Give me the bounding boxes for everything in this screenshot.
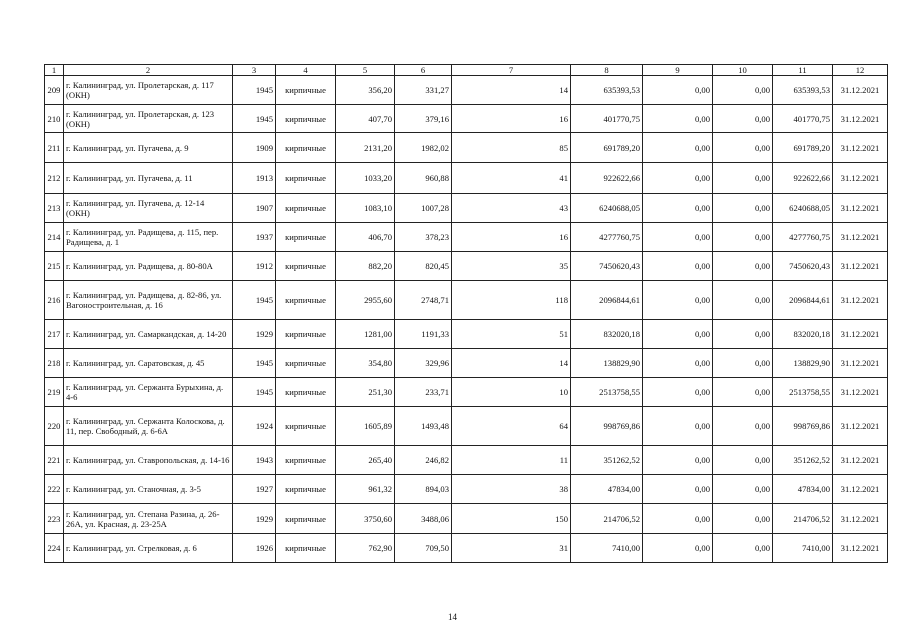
wall-material-cell: кирпичные [276, 133, 336, 163]
wall-material-cell: кирпичные [276, 76, 336, 105]
total-area-cell: 961,32 [336, 475, 395, 504]
residents-count-cell: 11 [452, 446, 571, 475]
residents-count-cell: 85 [452, 133, 571, 163]
wall-material-cell: кирпичные [276, 349, 336, 378]
zero-value-cell: 0,00 [643, 349, 713, 378]
column-number: 9 [643, 65, 713, 76]
table-row [45, 320, 888, 349]
row-number: 216 [45, 281, 64, 320]
zero-value-cell: 0,00 [643, 163, 713, 194]
row-number: 214 [45, 223, 64, 252]
zero-value-cell: 0,00 [643, 223, 713, 252]
date-cell: 31.12.2021 [833, 194, 888, 223]
year-cell: 1912 [233, 252, 276, 281]
zero-value-cell: 0,00 [643, 281, 713, 320]
date-cell: 31.12.2021 [833, 163, 888, 194]
address-cell: г. Калининград, ул. Радищева, д. 82-86, ул. Вагоностроительная, д. 16 [64, 281, 233, 320]
total-area-cell: 762,90 [336, 534, 395, 563]
zero-value-cell: 0,00 [643, 534, 713, 563]
zero-value-cell: 0,00 [643, 475, 713, 504]
date-cell: 31.12.2021 [833, 475, 888, 504]
wall-material-cell: кирпичные [276, 504, 336, 534]
table-row [45, 133, 888, 163]
row-number: 212 [45, 163, 64, 194]
wall-material-cell: кирпичные [276, 223, 336, 252]
wall-material-cell: кирпичные [276, 475, 336, 504]
living-area-cell: 709,50 [395, 534, 452, 563]
address-cell: г. Калининград, ул. Степана Разина, д. 26-26А, ул. Красная, д. 23-25А [64, 504, 233, 534]
total-cost-cell: 401770,75 [773, 105, 833, 133]
wall-material-cell: кирпичные [276, 407, 336, 446]
residents-count-cell: 35 [452, 252, 571, 281]
zero-value-cell: 0,00 [643, 76, 713, 105]
column-number: 5 [336, 65, 395, 76]
column-number: 6 [395, 65, 452, 76]
total-area-cell: 3750,60 [336, 504, 395, 534]
zero-value-cell: 0,00 [713, 349, 773, 378]
living-area-cell: 1007,28 [395, 194, 452, 223]
table-row [45, 194, 888, 223]
zero-value-cell: 0,00 [713, 407, 773, 446]
zero-value-cell: 0,00 [643, 378, 713, 407]
zero-value-cell: 0,00 [713, 76, 773, 105]
total-cost-cell: 7410,00 [773, 534, 833, 563]
address-cell: г. Калининград, ул. Пугачева, д. 11 [64, 163, 233, 194]
wall-material-cell: кирпичные [276, 446, 336, 475]
living-area-cell: 246,82 [395, 446, 452, 475]
table-row [45, 281, 888, 320]
residents-count-cell: 14 [452, 349, 571, 378]
date-cell: 31.12.2021 [833, 133, 888, 163]
cost-cell: 2096844,61 [571, 281, 643, 320]
total-cost-cell: 214706,52 [773, 504, 833, 534]
address-cell: г. Калининград, ул. Сержанта Бурыхина, д. 4-6 [64, 378, 233, 407]
total-cost-cell: 4277760,75 [773, 223, 833, 252]
column-number: 10 [713, 65, 773, 76]
total-area-cell: 2955,60 [336, 281, 395, 320]
address-cell: г. Калининград, ул. Ставропольская, д. 14-16 [64, 446, 233, 475]
row-number: 223 [45, 504, 64, 534]
residents-count-cell: 51 [452, 320, 571, 349]
living-area-cell: 3488,06 [395, 504, 452, 534]
address-cell: г. Калининград, ул. Пугачева, д. 9 [64, 133, 233, 163]
column-number: 2 [64, 65, 233, 76]
wall-material-cell: кирпичные [276, 194, 336, 223]
address-cell: г. Калининград, ул. Пролетарская, д. 117 (ОКН) [64, 76, 233, 105]
total-cost-cell: 47834,00 [773, 475, 833, 504]
row-number: 220 [45, 407, 64, 446]
column-number: 8 [571, 65, 643, 76]
column-number: 11 [773, 65, 833, 76]
date-cell: 31.12.2021 [833, 281, 888, 320]
cost-cell: 7450620,43 [571, 252, 643, 281]
year-cell: 1907 [233, 194, 276, 223]
total-area-cell: 251,30 [336, 378, 395, 407]
total-area-cell: 356,20 [336, 76, 395, 105]
date-cell: 31.12.2021 [833, 252, 888, 281]
zero-value-cell: 0,00 [643, 446, 713, 475]
living-area-cell: 820,45 [395, 252, 452, 281]
total-cost-cell: 635393,53 [773, 76, 833, 105]
total-cost-cell: 6240688,05 [773, 194, 833, 223]
column-number: 7 [452, 65, 571, 76]
living-area-cell: 378,23 [395, 223, 452, 252]
zero-value-cell: 0,00 [713, 252, 773, 281]
year-cell: 1927 [233, 475, 276, 504]
date-cell: 31.12.2021 [833, 407, 888, 446]
row-number: 222 [45, 475, 64, 504]
total-cost-cell: 998769,86 [773, 407, 833, 446]
address-cell: г. Калининград, ул. Сержанта Колоскова, д. 11, пер. Свободный, д. 6-6А [64, 407, 233, 446]
year-cell: 1909 [233, 133, 276, 163]
zero-value-cell: 0,00 [643, 105, 713, 133]
zero-value-cell: 0,00 [713, 378, 773, 407]
column-number: 3 [233, 65, 276, 76]
row-number: 215 [45, 252, 64, 281]
year-cell: 1945 [233, 105, 276, 133]
table-row [45, 407, 888, 446]
zero-value-cell: 0,00 [643, 133, 713, 163]
address-cell: г. Калининград, ул. Самаркандская, д. 14-20 [64, 320, 233, 349]
residents-count-cell: 31 [452, 534, 571, 563]
residents-count-cell: 118 [452, 281, 571, 320]
zero-value-cell: 0,00 [643, 194, 713, 223]
row-number: 224 [45, 534, 64, 563]
total-area-cell: 1281,00 [336, 320, 395, 349]
table-row [45, 446, 888, 475]
address-cell: г. Калининград, ул. Саратовская, д. 45 [64, 349, 233, 378]
total-area-cell: 2131,20 [336, 133, 395, 163]
zero-value-cell: 0,00 [643, 252, 713, 281]
residents-count-cell: 150 [452, 504, 571, 534]
date-cell: 31.12.2021 [833, 534, 888, 563]
zero-value-cell: 0,00 [713, 475, 773, 504]
wall-material-cell: кирпичные [276, 534, 336, 563]
year-cell: 1945 [233, 281, 276, 320]
year-cell: 1945 [233, 76, 276, 105]
total-cost-cell: 138829,90 [773, 349, 833, 378]
cost-cell: 214706,52 [571, 504, 643, 534]
table-row [45, 223, 888, 252]
zero-value-cell: 0,00 [713, 504, 773, 534]
cost-cell: 635393,53 [571, 76, 643, 105]
address-cell: г. Калининград, ул. Радищева, д. 115, пер. Радищева, д. 1 [64, 223, 233, 252]
total-area-cell: 1605,89 [336, 407, 395, 446]
date-cell: 31.12.2021 [833, 320, 888, 349]
living-area-cell: 2748,71 [395, 281, 452, 320]
address-cell: г. Калининград, ул. Радищева, д. 80-80А [64, 252, 233, 281]
total-cost-cell: 7450620,43 [773, 252, 833, 281]
date-cell: 31.12.2021 [833, 76, 888, 105]
cost-cell: 4277760,75 [571, 223, 643, 252]
year-cell: 1945 [233, 349, 276, 378]
residents-count-cell: 41 [452, 163, 571, 194]
total-cost-cell: 351262,52 [773, 446, 833, 475]
living-area-cell: 379,16 [395, 105, 452, 133]
table-row [45, 475, 888, 504]
row-number: 217 [45, 320, 64, 349]
row-number: 218 [45, 349, 64, 378]
zero-value-cell: 0,00 [713, 320, 773, 349]
table-row [45, 76, 888, 105]
residents-count-cell: 14 [452, 76, 571, 105]
date-cell: 31.12.2021 [833, 446, 888, 475]
table-row [45, 163, 888, 194]
row-number: 211 [45, 133, 64, 163]
cost-cell: 138829,90 [571, 349, 643, 378]
column-number: 1 [45, 65, 64, 76]
year-cell: 1924 [233, 407, 276, 446]
zero-value-cell: 0,00 [713, 534, 773, 563]
column-number: 4 [276, 65, 336, 76]
table-row [45, 252, 888, 281]
year-cell: 1929 [233, 504, 276, 534]
row-number: 221 [45, 446, 64, 475]
cost-cell: 351262,52 [571, 446, 643, 475]
total-cost-cell: 922622,66 [773, 163, 833, 194]
row-number: 213 [45, 194, 64, 223]
residents-count-cell: 10 [452, 378, 571, 407]
zero-value-cell: 0,00 [713, 163, 773, 194]
date-cell: 31.12.2021 [833, 504, 888, 534]
wall-material-cell: кирпичные [276, 378, 336, 407]
total-area-cell: 1083,10 [336, 194, 395, 223]
table-row [45, 534, 888, 563]
total-cost-cell: 2513758,55 [773, 378, 833, 407]
table-row [45, 349, 888, 378]
cost-cell: 998769,86 [571, 407, 643, 446]
year-cell: 1929 [233, 320, 276, 349]
wall-material-cell: кирпичные [276, 163, 336, 194]
column-number: 12 [833, 65, 888, 76]
living-area-cell: 1191,33 [395, 320, 452, 349]
address-cell: г. Калининград, ул. Пугачева, д. 12-14 (ОКН) [64, 194, 233, 223]
living-area-cell: 1493,48 [395, 407, 452, 446]
total-area-cell: 1033,20 [336, 163, 395, 194]
cost-cell: 47834,00 [571, 475, 643, 504]
total-area-cell: 406,70 [336, 223, 395, 252]
year-cell: 1926 [233, 534, 276, 563]
living-area-cell: 233,71 [395, 378, 452, 407]
table-row [45, 105, 888, 133]
total-cost-cell: 832020,18 [773, 320, 833, 349]
residents-count-cell: 38 [452, 475, 571, 504]
living-area-cell: 960,88 [395, 163, 452, 194]
living-area-cell: 329,96 [395, 349, 452, 378]
zero-value-cell: 0,00 [643, 320, 713, 349]
wall-material-cell: кирпичные [276, 252, 336, 281]
wall-material-cell: кирпичные [276, 105, 336, 133]
cost-cell: 6240688,05 [571, 194, 643, 223]
total-area-cell: 407,70 [336, 105, 395, 133]
zero-value-cell: 0,00 [713, 133, 773, 163]
date-cell: 31.12.2021 [833, 378, 888, 407]
living-area-cell: 331,27 [395, 76, 452, 105]
cost-cell: 401770,75 [571, 105, 643, 133]
row-number: 219 [45, 378, 64, 407]
residents-count-cell: 64 [452, 407, 571, 446]
zero-value-cell: 0,00 [643, 504, 713, 534]
row-number: 209 [45, 76, 64, 105]
date-cell: 31.12.2021 [833, 105, 888, 133]
table-row [45, 504, 888, 534]
cost-cell: 691789,20 [571, 133, 643, 163]
residents-count-cell: 16 [452, 105, 571, 133]
cost-cell: 7410,00 [571, 534, 643, 563]
date-cell: 31.12.2021 [833, 223, 888, 252]
address-cell: г. Калининград, ул. Стрелковая, д. 6 [64, 534, 233, 563]
cost-cell: 922622,66 [571, 163, 643, 194]
row-number: 210 [45, 105, 64, 133]
column-number-row [45, 65, 888, 76]
address-cell: г. Калининград, ул. Станочная, д. 3-5 [64, 475, 233, 504]
page-number: 14 [448, 612, 457, 622]
residents-count-cell: 16 [452, 223, 571, 252]
total-area-cell: 882,20 [336, 252, 395, 281]
year-cell: 1945 [233, 378, 276, 407]
year-cell: 1943 [233, 446, 276, 475]
zero-value-cell: 0,00 [713, 446, 773, 475]
date-cell: 31.12.2021 [833, 349, 888, 378]
total-cost-cell: 2096844,61 [773, 281, 833, 320]
cost-cell: 832020,18 [571, 320, 643, 349]
year-cell: 1937 [233, 223, 276, 252]
year-cell: 1913 [233, 163, 276, 194]
table-row [45, 378, 888, 407]
living-area-cell: 894,03 [395, 475, 452, 504]
cost-cell: 2513758,55 [571, 378, 643, 407]
zero-value-cell: 0,00 [643, 407, 713, 446]
total-area-cell: 354,80 [336, 349, 395, 378]
housing-register-table [44, 64, 888, 563]
living-area-cell: 1982,02 [395, 133, 452, 163]
zero-value-cell: 0,00 [713, 223, 773, 252]
total-area-cell: 265,40 [336, 446, 395, 475]
wall-material-cell: кирпичные [276, 320, 336, 349]
zero-value-cell: 0,00 [713, 281, 773, 320]
zero-value-cell: 0,00 [713, 194, 773, 223]
residents-count-cell: 43 [452, 194, 571, 223]
address-cell: г. Калининград, ул. Пролетарская, д. 123 (ОКН) [64, 105, 233, 133]
total-cost-cell: 691789,20 [773, 133, 833, 163]
zero-value-cell: 0,00 [713, 105, 773, 133]
wall-material-cell: кирпичные [276, 281, 336, 320]
